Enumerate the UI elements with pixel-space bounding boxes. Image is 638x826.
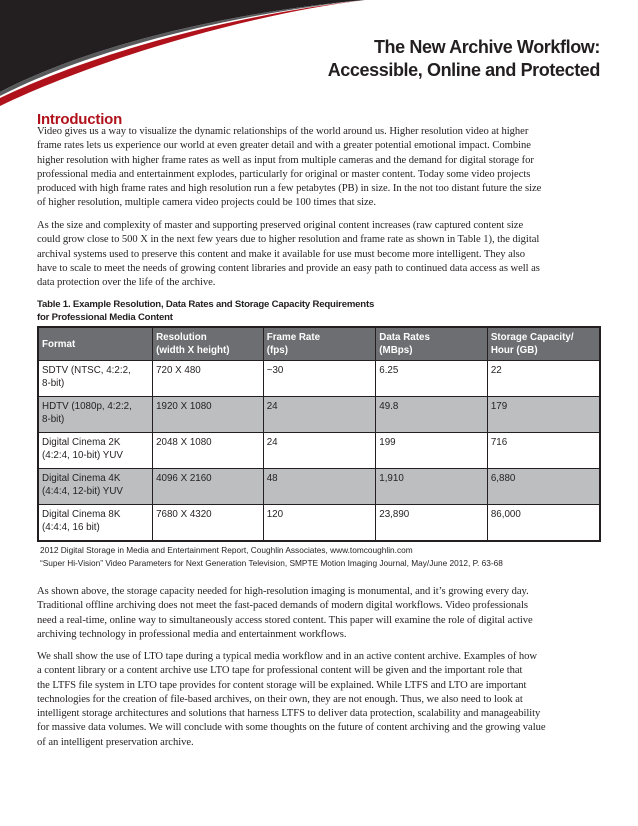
header-text: Resolution xyxy=(156,332,207,343)
table-footnotes xyxy=(40,544,503,571)
section-heading-introduction: Introduction xyxy=(37,111,123,128)
footnote: “Super Hi-Vision” Video Parameters for Next Generation Television, SMPTE Motion Imaging Journal, May/June 2012, P. 63-68 xyxy=(40,558,503,569)
cell-resolution: 2048 X 1080 xyxy=(153,433,264,469)
text-line: data protection over the life of the archive. xyxy=(37,277,216,289)
text-line: intelligent storage architectures and solutions that harness LTFS to deliver data protection, scalability and manageability xyxy=(37,708,541,720)
format-text: (4:4:4, 16 bit) xyxy=(42,522,100,533)
format-text: 8-bit) xyxy=(42,378,65,389)
cell-resolution: 7680 X 4320 xyxy=(153,505,264,542)
cell-storage: 179 xyxy=(487,397,600,433)
body-paragraph-4 xyxy=(37,650,546,750)
header-text: (MBps) xyxy=(379,345,413,356)
format-text: HDTV (1080p, 4:2:2, xyxy=(42,401,132,412)
format-text: Digital Cinema 8K xyxy=(42,509,121,520)
cell-frame-rate: 120 xyxy=(263,505,376,542)
text-line: could grow close to 500 X in the next few years due to higher resolution and frame rate as shown in Table 1), the digital xyxy=(37,234,540,246)
cell-frame-rate: 24 xyxy=(263,397,376,433)
text-line: higher resolution with higher frame rates as well as input from multiple cameras and the demand for digital storage for xyxy=(37,154,534,166)
intro-paragraph-2 xyxy=(37,219,540,290)
text-line: We shall show the use of LTO tape during a typical media workflow and in an active content archive. Examples of how xyxy=(37,651,537,662)
cell-storage: 6,880 xyxy=(487,469,600,505)
table-row xyxy=(38,361,600,397)
text-line: As shown above, the storage capacity needed for high-resolution imaging is monumental, and it’s growing every day. xyxy=(37,586,529,597)
text-line: technologies for the creation of file-based archives, on their own, they are not enough. Thus, we also need to look at xyxy=(37,693,523,705)
text-line: professional media and entertainment explodes, particularly for original or master content. Today some video projects xyxy=(37,168,531,180)
cell-frame-rate: 24 xyxy=(263,433,376,469)
cell-resolution: 1920 X 1080 xyxy=(153,397,264,433)
header-resolution xyxy=(153,327,264,361)
format-text: (4:2:4, 10-bit) YUV xyxy=(42,450,123,461)
header-storage-capacity xyxy=(487,327,600,361)
format-text: Digital Cinema 2K xyxy=(42,437,121,448)
table-row xyxy=(38,397,600,433)
cell-data-rate: 199 xyxy=(376,433,488,469)
table-row xyxy=(38,505,600,542)
text-line: archiving technology in professional media and entertainment workflows. xyxy=(37,628,347,640)
text-line: the LTFS file system in LTO tape provides for content storage will be explained. While LTFS and LTO are important xyxy=(37,679,527,691)
intro-paragraph-1 xyxy=(37,125,541,211)
cell-frame-rate: 48 xyxy=(263,469,376,505)
cell-format xyxy=(38,469,153,505)
cell-format xyxy=(38,361,153,397)
cell-storage: 716 xyxy=(487,433,600,469)
text-line: a content library or a content archive use LTO tape for professional content will be given and the important role that xyxy=(37,665,523,677)
cell-resolution: 720 X 480 xyxy=(153,361,264,397)
header-text: Hour (GB) xyxy=(490,345,538,356)
caption-line: Table 1. Example Resolution, Data Rates and Storage Capacity Requirements xyxy=(37,299,375,310)
body-paragraph-3 xyxy=(37,585,533,642)
document-title xyxy=(328,36,600,82)
cell-data-rate: 1,910 xyxy=(376,469,488,505)
text-line: Traditional offline archiving does not meet the fast-paced demands of modern digital workflows. Video professionals xyxy=(37,600,528,612)
text-line: produced with high frame rates and high resolution run a few petabytes (PB) in size. In the not too distant future the size xyxy=(37,183,542,195)
storage-requirements-table xyxy=(37,326,601,542)
format-text: 8-bit) xyxy=(42,414,65,425)
header-text: (fps) xyxy=(266,345,288,356)
header-text: Storage Capacity/ xyxy=(490,332,574,343)
text-line: As the size and complexity of master and supporting preserved original content increases (raw captured content size xyxy=(37,220,524,231)
cell-data-rate: 49.8 xyxy=(376,397,488,433)
cell-frame-rate: ~30 xyxy=(263,361,376,397)
text-line: have to scale to meet the needs of growing content libraries and provide an easy path to continued data access as well as xyxy=(37,262,540,274)
cell-data-rate: 23,890 xyxy=(376,505,488,542)
header-text: Format xyxy=(42,338,76,350)
table-caption xyxy=(37,299,374,324)
table-row xyxy=(38,469,600,505)
caption-line: for Professional Media Content xyxy=(37,311,173,323)
header-text: (width X height) xyxy=(156,345,230,356)
cell-format xyxy=(38,433,153,469)
header-data-rates xyxy=(376,327,488,361)
cell-format xyxy=(38,505,153,542)
cell-data-rate: 6.25 xyxy=(376,361,488,397)
text-line: Video gives us a way to visualize the dynamic relationships of the world around us. Higher resolution video at higher xyxy=(37,126,529,137)
text-line: frame rates lets us experience our world at even greater detail and with a greater potential emotional impact. Combine xyxy=(37,140,531,152)
table-header-row xyxy=(38,327,600,361)
table-row xyxy=(38,433,600,469)
footnote: 2012 Digital Storage in Media and Entertainment Report, Coughlin Associates, www.tomcoughlin.com xyxy=(40,545,413,555)
header-text: Frame Rate xyxy=(266,332,321,343)
text-line: of an intelligent preservation archive. xyxy=(37,736,194,748)
cell-storage: 22 xyxy=(487,361,600,397)
text-line: need a real-time, online way to simultaneously access stored content. This paper will examine the role of digital active xyxy=(37,614,533,626)
format-text: (4:4:4, 12-bit) YUV xyxy=(42,486,123,497)
cell-resolution: 4096 X 2160 xyxy=(153,469,264,505)
text-line: archival systems used to preserve this content and make it available for use must become more intelligent. They also xyxy=(37,248,525,260)
header-format xyxy=(38,327,153,361)
format-text: Digital Cinema 4K xyxy=(42,473,121,484)
format-text: SDTV (NTSC, 4:2:2, xyxy=(42,365,131,376)
title-line-1: The New Archive Workflow: xyxy=(373,37,600,57)
cell-storage: 86,000 xyxy=(487,505,600,542)
cell-format xyxy=(38,397,153,433)
text-line: of higher resolution, multiple camera video projects could be 100 times that size. xyxy=(37,197,376,209)
header-frame-rate xyxy=(263,327,376,361)
title-line-2: Accessible, Online and Protected xyxy=(327,60,600,80)
header-text: Data Rates xyxy=(379,332,430,343)
text-line: for massive data volumes. We will conclude with some thoughts on the future of content archiving and the growing value xyxy=(37,722,546,734)
